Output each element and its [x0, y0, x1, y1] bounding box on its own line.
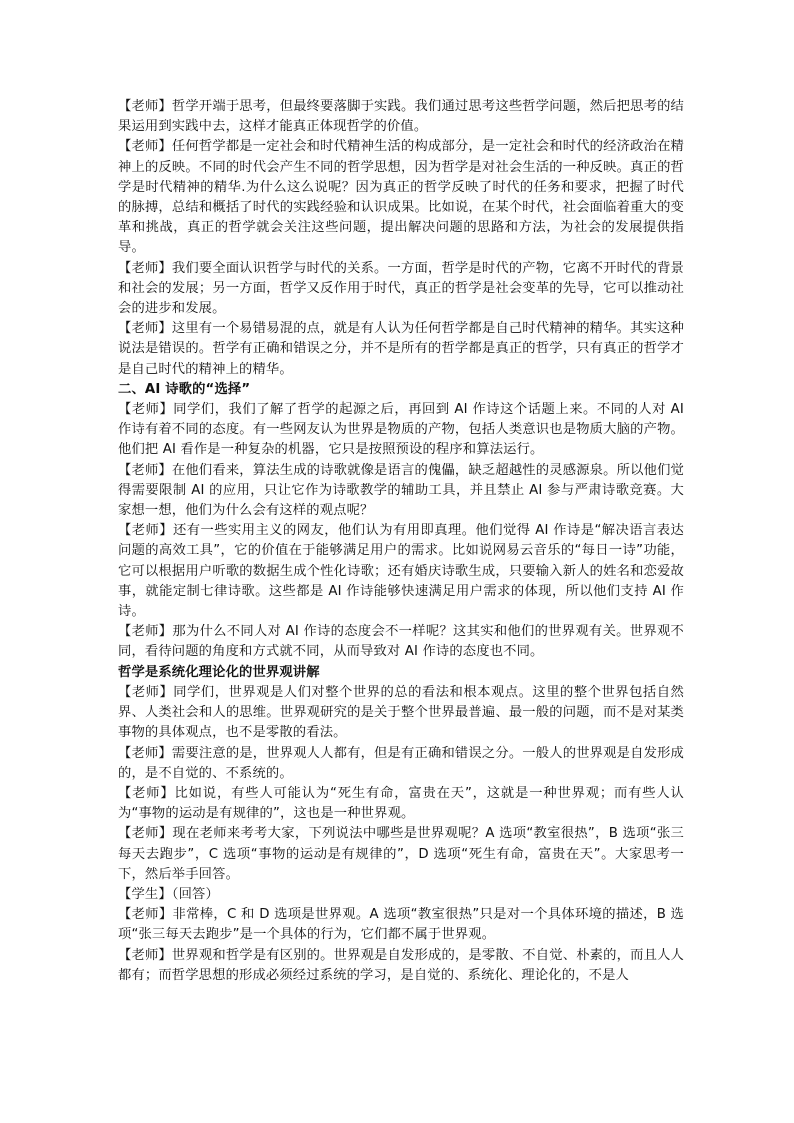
paragraph-teacher-ai-poetry-intro: 【老师】同学们，我们了解了哲学的起源之后，再回到 AI 作诗这个话题上来。不同的人对 AI 作诗有着不同的态度。有一些网友认为世界是物质的产物，包括人类意识也是物质大脑的产物。他们把 AI 看作是一种复杂的机器，它只是按照预设的程序和算法运行。 — [118, 402, 684, 458]
section-heading-worldview: 哲学是系统化理论化的世界观讲解 — [118, 664, 320, 680]
paragraph-student-answer: 【学生】（回答） — [118, 886, 219, 902]
paragraph-teacher-algorithm-poetry: 【老师】在他们看来，算法生成的诗歌就像是语言的傀儡，缺乏超越性的灵感源泉。所以他们觉得需要限制 AI 的应用，只让它作为诗歌教学的辅助工具，并且禁止 AI 参与严肃诗歌竞赛。大家想一想，他们为什么会有这样的观点呢？ — [118, 462, 684, 519]
paragraph-teacher-worldview-attitude: 【老师】那为什么不同人对 AI 作诗的态度会不一样呢？这其实和他们的世界观有关。世界观不同，看待问题的角度和方式就不同，从而导致对 AI 作诗的态度也不同。 — [118, 624, 684, 660]
paragraph-teacher-pragmatism: 【老师】还有一些实用主义的网友，他们认为有用即真理。他们觉得 AI 作诗是“解决语言表达问题的高效工具”，它的价值在于能够满足用户的需求。比如说网易云音乐的“每日一诗”功能，它可以根据用户听歌的数据生成个性化诗歌；还有婚庆诗歌生成，只要输入新人的姓名和恋爱故事，就能定制七律诗歌。这些都是 AI 作诗能够快速满足用户需求的体现，所以他们支持 AI 作诗。 — [118, 523, 684, 620]
paragraph-teacher-worldview-definition: 【老师】同学们，世界观是人们对整个世界的总的看法和根本观点。这里的整个世界包括自然界、人类社会和人的思维。世界观研究的是关于整个世界最普遍、最一般的问题，而不是对某类事物的具体观点，也不是零散的看法。 — [118, 684, 684, 741]
paragraph-teacher-worldview-everyone: 【老师】需要注意的是，世界观人人都有，但是有正确和错误之分。一般人的世界观是自发形成的，是不自觉的、不系统的。 — [118, 745, 684, 781]
paragraph-teacher-practice: 【老师】哲学开端于思考，但最终要落脚于实践。我们通过思考这些哲学问题，然后把思考的结果运用到实践中去，这样才能真正体现哲学的价值。 — [118, 99, 684, 135]
paragraph-teacher-worldview-examples: 【老师】比如说，有些人可能认为“死生有命，富贵在天”，这就是一种世界观；而有些人认为“事物的运动是有规律的”，这也是一种世界观。 — [118, 785, 684, 822]
paragraph-teacher-quiz: 【老师】现在老师来考考大家，下列说法中哪些是世界观呢？A 选项“教室很热”，B 选项“张三每天去跑步”，C 选项“事物的运动是有规律的”，D 选项“死生有命，富贵在天”。大家思考一下，然后举手回答。 — [118, 826, 684, 882]
section-heading-ai-poetry: 二、AI 诗歌的“选择” — [118, 381, 251, 397]
document-page — [118, 97, 684, 986]
paragraph-teacher-worldview-vs-philosophy: 【老师】世界观和哲学是有区别的。世界观是自发形成的，是零散、不自觉、朴素的，而且人人都有；而哲学思想的形成必须经过系统的学习，是自觉的、系统化、理论化的，不是人 — [118, 947, 684, 983]
paragraph-teacher-era-spirit: 【老师】任何哲学都是一定社会和时代精神生活的构成部分，是一定社会和时代的经济政治在精神上的反映。不同的时代会产生不同的哲学思想，因为哲学是对社会生活的一种反映。真正的哲学是时代精神的精华.为什么这么说呢？因为真正的哲学反映了时代的任务和要求，把握了时代的脉搏，总结和概括了时代的实践经验和认识成果。比如说，在某个时代，社会面临着重大的变革和挑战，真正的哲学就会关注这些问题，提出解决问题的思路和方法，为社会的发展提供指导。 — [118, 139, 684, 256]
paragraph-teacher-philosophy-era: 【老师】我们要全面认识哲学与时代的关系。一方面，哲学是时代的产物，它离不开时代的背景和社会的发展；另一方面，哲学又反作用于时代，真正的哲学是社会变革的先导，它可以推动社会的进步和发展。 — [118, 260, 684, 317]
paragraph-teacher-quiz-feedback: 【老师】非常棒，C 和 D 选项是世界观。A 选项“教室很热”只是对一个具体环境的描述，B 选项“张三每天去跑步”是一个具体的行为，它们都不属于世界观。 — [118, 907, 684, 943]
paragraph-teacher-common-mistake: 【老师】这里有一个易错易混的点，就是有人认为任何哲学都是自己时代精神的精华。其实这种说法是错误的。哲学有正确和错误之分，并不是所有的哲学都是真正的哲学，只有真正的哲学才是自己时代的精神上的精华。 — [118, 321, 684, 377]
